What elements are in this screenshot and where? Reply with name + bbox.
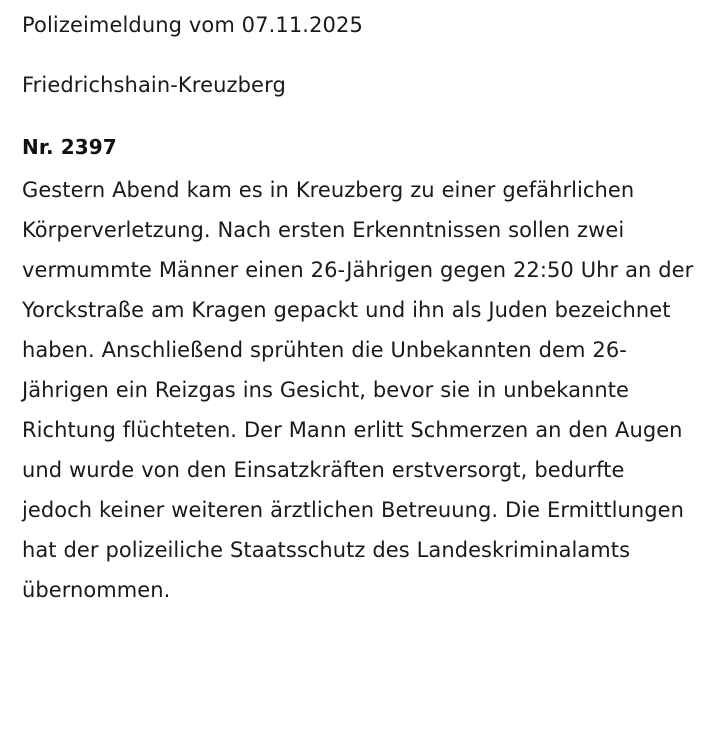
report-district: Friedrichshain-Kreuzberg	[22, 73, 286, 97]
report-number: Nr. 2397	[22, 135, 117, 159]
report-date-line: Polizeimeldung vom 07.11.2025	[22, 13, 363, 37]
report-body-text: Gestern Abend kam es in Kreuzberg zu einer gefährlichen Körperverletzung. Nach ersten Erkenntnissen sollen zwei vermummte Männer einen 26-Jährigen gegen 22:50 Uhr an der Yorckstraße am Kragen gepackt und ihn als Juden bezeichnet haben. Anschließend sprühten die Unbekannten dem 26-Jährigen ein Reizgas ins Gesicht, bevor sie in unbekannte Richtung flüchteten. Der Mann erlitt Schmerzen an den Augen und wurde von den Einsatzkräften erstversorgt, bedurfte jedoch keiner weiteren ärztlichen Betreuung. Die Ermittlungen hat der polizeiliche Staatsschutz des Landeskriminalamts übernommen.	[22, 178, 694, 602]
